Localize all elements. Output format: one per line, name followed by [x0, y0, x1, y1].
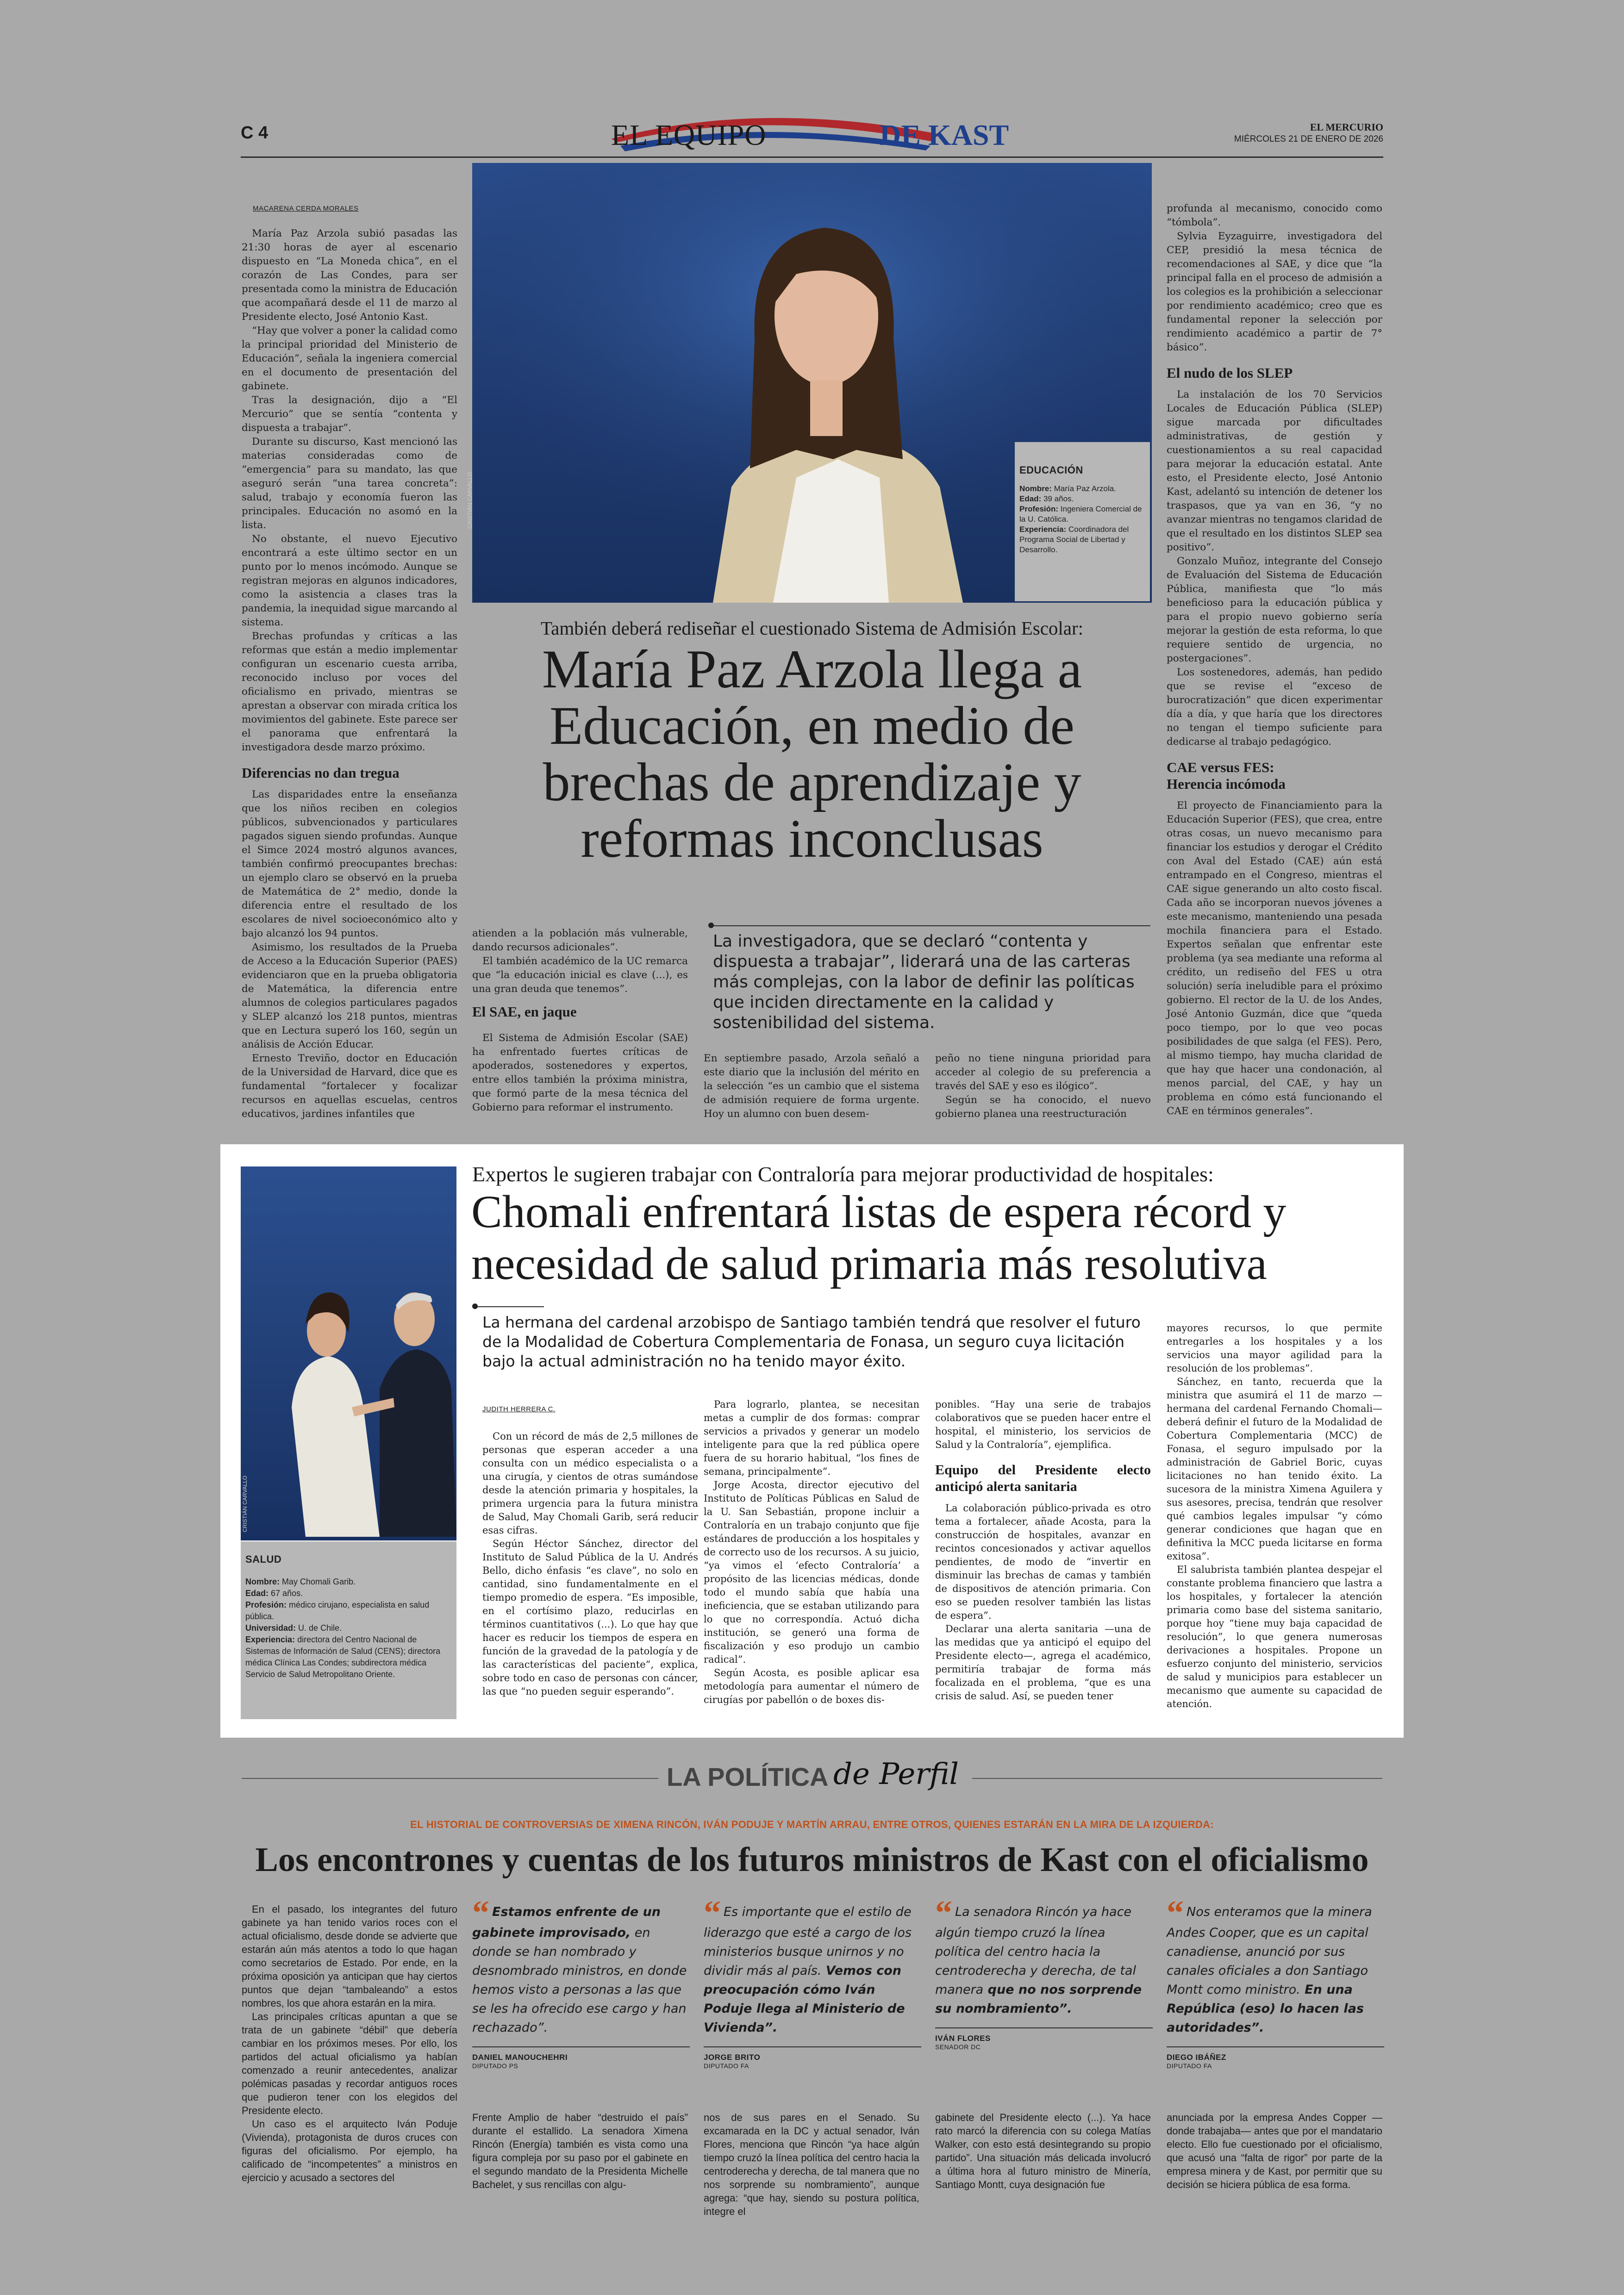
section-label-b: de Perfil	[833, 1757, 959, 1791]
quote-mark-icon: “	[1167, 1894, 1184, 1932]
paragraph: En el pasado, los integrantes del futuro gabinete ya han tenido varios roces con el actual oficialismo, desde donde se advierte que estarán aún más atentos a todo lo que hagan como secretarios de Estado. Por ende, en la próxima oposición ya anticipan que hay ciertos puntos que dejan “tambaleando” a estos nombres, los que ahora estarán en la mira.	[242, 1903, 457, 2009]
pull-quote	[935, 1894, 1153, 2018]
paragraph: Gonzalo Muñoz, integrante del Consejo de Evaluación del Sistema de Educación Pública, manifiesta que “lo más beneficioso para la educación pública y para el propio nuevo gobierno sería mejorar la gestión de esta reforma, lo que requiere sentido de urgencia, no postergaciones”.	[1167, 555, 1382, 664]
story1-column-3	[704, 1052, 919, 1121]
story2-column-1	[482, 1398, 698, 1698]
page-number: C 4	[241, 123, 269, 143]
story1-kicker: También deberá rediseñar el cuestionado Sistema de Admisión Escolar:	[540, 617, 1084, 639]
quote-rule	[1167, 2046, 1384, 2047]
paragraph: Asimismo, los resultados de la Prueba de Acceso a la Educación Superior (PAES) evidenciaron que en la prueba obligatoria de Matemática, la diferencia entre alumnos de colegios particulares pagados y SLEP alcanzó los 218 puntos, mientras que en Lectura superó los 160, según un análisis de Acción Educar.	[242, 942, 457, 1050]
paragraph: La colaboración público-privada es otro tema a fortalecer, añade Acosta, para la construcción de hospitales, avanzar en recintos concesionados y activar aquellos pendientes, de modo de “invertir en disminuir las brechas de camas y también de dispositivos de atención primaria. Con eso se pueden resolver también las listas de espera”.	[935, 1503, 1151, 1621]
photo-credit: CRISTIÁN CARVALLO	[242, 1475, 248, 1532]
header-rule	[241, 156, 1383, 158]
label: Nombre:	[1019, 484, 1052, 493]
paragraph: Brechas profundas y críticas a las reformas que están a medio implementar configuran un escenario cuesta arriba, reconocido incluso por voces del oficialismo en privado, mientras se aprestan a observar con mirada crítica los movimientos del gabinete. Este parece ser el panorama que enfrentará la investigadora desde marzo próximo.	[242, 630, 457, 753]
value: María Paz Arzola.	[1054, 484, 1116, 493]
pull-quote	[704, 1894, 921, 2037]
quote-rule	[935, 2027, 1153, 2028]
pull-quote	[1167, 1894, 1384, 2037]
quote-mark-icon: “	[472, 1894, 489, 1932]
paragraph: María Paz Arzola subió pasadas las 21:30 horas de ayer al escenario dispuesto en “La Moneda chica”, en el corazón de Las Condes, para ser presentada como la ministra de Educación que acompañará desde el 11 de marzo al Presidente electo, José Antonio Kast.	[242, 228, 457, 323]
story1-column-5	[1167, 202, 1382, 1118]
paragraph: Sylvia Eyzaguirre, investigadora del CEP, presidió la mesa técnica de recomendaciones al SAE, y dice que “la principal falla en el proceso de admisión a los colegios es la prohibición a seleccionar por rendimiento académico; creo que es fundamental reponer la selección por rendimiento académico a partir de 7° básico”.	[1167, 231, 1382, 353]
paragraph: Según Acosta, es posible aplicar esa metodología para aumentar el número de cirugías por pabellón o de boxes dis-	[704, 1667, 919, 1705]
section-rule-left	[242, 1778, 658, 1779]
label: Nombre:	[245, 1577, 280, 1586]
story3-intro-column	[242, 1902, 457, 2184]
quote-mark-icon: “	[935, 1894, 952, 1932]
quote-column-2	[704, 1894, 921, 2070]
deck-rule	[711, 925, 1150, 926]
section-label-a: LA POLÍTICA	[667, 1762, 829, 1791]
quote-author: JORGE BRITO	[704, 2053, 761, 2062]
value: Coordinadora del Programa Social de Libertad y Desarrollo.	[1019, 525, 1129, 554]
value: directora del Centro Nacional de Sistemas de Información de Salud (CENS); directora médica Clínica Las Condes; subdirectora médica Servicio de Salud Metropolitano Oriente.	[245, 1635, 441, 1679]
label: Experiencia:	[1019, 525, 1067, 534]
paragraph: profunda al mecanismo, conocido como “tómbola”.	[1167, 203, 1382, 228]
paragraph: gabinete del Presidente electo (...). Ya hace rato marcó la diferencia con su colega Matías Walker, con esto está desintegrando su propio partido”. Una situación más delicada involucró a última hora al futuro ministro de Minería, Santiago Montt, cuya designación fue	[935, 2112, 1151, 2190]
quote-role: DIPUTADO PS	[472, 2062, 518, 2070]
byline: JUDITH HERRERA C.	[482, 1405, 556, 1413]
paragraph: Declarar una alerta sanitaria —una de las medidas que ya anticipó el equipo del Presidente electo—, agrega el académico, permitiría trabajar de forma más focalizada en el problema, “que es una crisis de salud. Así, se pueden tener	[935, 1623, 1151, 1702]
deck-dot	[708, 923, 714, 928]
story1-factbox	[1015, 442, 1150, 601]
quote-rest: En una República (eso) lo hacen las autoridades”.	[1167, 1983, 1364, 2035]
story2-photo	[241, 1166, 456, 1540]
paragraph: No obstante, el nuevo Ejecutivo encontrará a este último sector en un punto por lo menos incómodo. Aunque se registran mejoras en algunos indicadores, como la asistencia a clases tras la pandemia, la inequidad sigue marcando al sistema.	[242, 533, 457, 628]
handshake-illustration	[241, 1166, 456, 1540]
paragraph: La instalación de los 70 Servicios Locales de Educación Pública (SLEP) sigue marcada por dificultades administrativas, de gestión y cuestionamientos a su real capacidad para mejorar la educación estatal. Ante esto, el Presidente electo, José Antonio Kast, adelantó su intención de detener los traspasos, que ya van en 36, “y no avanzar mientras no tengamos claridad de que el resultado en los distintos SLEP sea positivo”.	[1167, 389, 1382, 553]
paragraph: “Hay que volver a poner la calidad como la principal prioridad del Ministerio de Educación”, señala la ingeniera comercial en el documento de presentación del gabinete.	[242, 325, 457, 392]
paragraph: En septiembre pasado, Arzola señaló a este diario que la inclusión del mérito en la selección “es un cambio que el sistema de admisión requiere de forma urgente. Hoy un alumno con buen desem-	[704, 1053, 919, 1120]
factbox-title: EDUCACIÓN	[1019, 464, 1083, 476]
story2-column-2	[704, 1398, 919, 1707]
label: Universidad:	[245, 1623, 296, 1633]
paragraph: Según se ha conocido, el nuevo gobierno planea una reestructuración	[935, 1094, 1151, 1120]
story3-column-5	[1167, 2111, 1382, 2191]
quote-column-4	[1167, 1894, 1384, 2070]
issue-date: MIÉRCOLES 21 DE ENERO DE 2026	[1234, 134, 1383, 144]
deck-dot	[472, 1303, 478, 1309]
paragraph: Las principales críticas apuntan a que se trata de un gabinete “débil” que debería cambiar en los próximos meses. Por ello, los partidos del actual oficialismo ya habían comenzado a reunir antecedentes, analizar polémicas pasadas y recordar antiguos roces que pudieron tener con los elegidos del Presidente electo.	[242, 2011, 457, 2116]
story2-column-3	[935, 1398, 1151, 1703]
value: 39 años.	[1043, 494, 1074, 503]
paragraph: El Sistema de Admisión Escolar (SAE) ha enfrentado fuertes críticas de apoderados, sostenedores y expertos, entre ellos también la próxima ministra, que formó parte de la mesa técnica del Gobierno para reformar el instrumento.	[472, 1032, 688, 1113]
story1-column-1	[242, 227, 457, 1121]
value: Ingeniera Comercial de la U. Católica.	[1019, 505, 1142, 524]
paragraph: ponibles. “Hay una serie de trabajos colaborativos que se pueden hacer entre el hospital, el ministerio, los servicios de Salud y la Contraloría”, ejemplifica.	[935, 1399, 1151, 1450]
label: Experiencia:	[245, 1635, 295, 1644]
paragraph: Para lograrlo, plantea, se necesitan metas a cumplir de dos formas: comprar servicios a privados y generar un modelo inteligente para que la red pública opere fuera de su horario habitual, “los fines de semana, principalmente”.	[704, 1399, 919, 1477]
paragraph: nos de sus pares en el Senado. Su excamarada en la DC y actual senador, Iván Flores, menciona que Rincón “ya hace algún tiempo cruzó la línea política del centro hacia la centroderecha y derecha, de tal manera que no nos sorprende su nombramiento”, aunque agrega: “que hay, siendo su postura política, integre el	[704, 2112, 919, 2217]
quote-role: SENADOR DC	[935, 2043, 981, 2051]
quote-role: DIPUTADO FA	[704, 2062, 749, 2070]
story1-column-4	[935, 1052, 1151, 1121]
story3-column-3	[704, 2111, 919, 2218]
paragraph: Los sostenedores, además, han pedido que se revise el “exceso de burocratización” que dicen experimentar día a día, y que haría que los directores no tengan el tiempo suficiente para dedicarse al trabajo pedagógico.	[1167, 667, 1382, 748]
paragraph: El también académico de la UC remarca que “la educación inicial es clave (...), es una gran deuda que tenemos”.	[472, 955, 688, 995]
subheading-line: CAE versus FES:	[1167, 759, 1274, 775]
paragraph: Durante su discurso, Kast mencionó las materias consideradas como de “emergencia” para su mandato, las que aseguró serán “una tarea concreta”: salud, trabajo y economía fueron las principales. Educación no asomó en la lista.	[242, 436, 457, 531]
quote-column-3	[935, 1894, 1153, 2051]
value: May Chomali Garib.	[282, 1577, 356, 1586]
section-rule-right	[972, 1778, 1382, 1779]
label: Edad:	[1019, 494, 1042, 503]
paragraph: El proyecto de Financiamiento para la Educación Superior (FES), que crea, entre otras cosas, un nuevo mecanismo para financiar los estudios y derogar el Crédito con Aval del Estado (CAE) aún está entrampado en el Congreso, mientras el CAE sigue generando un alto costo fiscal. Cada año se incorporan nuevos jóvenes a este mecanismo, manteniendo una pesada mochila financiera para el Estado. Expertos señalan que enfrentar este problema (ya sea mediante una reforma al crédito, un rediseño del FES u otra solución) sería ineludible para el próximo gobierno. El rector de la U. de los Andes, José Antonio Guzmán, dice que “queda poco tiempo, por lo que veo pocas posibilidades de que salga (el FES). Pero, al mismo tiempo, hay mucha claridad de que hay que hacer una condonación, al menos parcial, del CAE, y hay un problema en cómo está funcionando el CAE en términos generales”.	[1167, 800, 1382, 1117]
story2-deck: La hermana del cardenal arzobispo de Santiago también tendrá que resolver el futuro de la Modalidad de Cobertura Complementaria de Fonasa, un seguro cuya licitación bajo la actual administración no ha tenido mayor éxito.	[482, 1313, 1141, 1370]
paragraph: Sánchez, en tanto, recuerda que la ministra que asumirá el 11 de marzo —hermana del cardenal Fernando Chomali— deberá definir el futuro de la Modalidad de Cobertura Complementaria (MCC) de Fonasa, el seguro impulsado por la administración de Gabriel Boric, cuyas licitaciones no han tenido éxito. La sucesora de la ministra Ximena Aguilera y sus asesores, precisa, tendrán que resolver qué cambios legales impulsar “y cómo generar condiciones que hagan que en definitiva la MCC pueda licitarse en forma exitosa”.	[1167, 1376, 1382, 1562]
paragraph: Según Héctor Sánchez, director del Instituto de Salud Pública de la U. Andrés Bello, dicho énfasis “es clave”, no solo en cantidad, sino fundamentalmente en el tiempo promedio de espera. “Es imposible, en el cortísimo plazo, reducirlas en términos cuantitativos (...). Lo que hay que hacer es reducir los tiempos de espera en función de la gravedad de la patología y de las características del paciente”, explica, sobre todo en caso de personas con cáncer, las que “no pueden seguir esperando”.	[482, 1538, 698, 1697]
paragraph: peño no tiene ninguna prioridad para acceder al colegio de su preferencia a través del SAE y eso es ilógico”.	[935, 1053, 1151, 1092]
story1-deck: La investigadora, que se declaró “contenta y dispuesta a trabajar”, liderará una de las carteras más complejas, con la labor de definir las políticas que inciden directamente en la calidad y sostenibilidad del sistema.	[713, 932, 1135, 1032]
quote-column-1	[472, 1894, 690, 2070]
value: 67 años.	[271, 1589, 303, 1598]
subheading: Diferencias no dan tregua	[242, 765, 400, 781]
quote-rest: en donde se han nombrado y desnombrado ministros, en donde hemos visto a personas a las que se les ha ofrecido ese cargo y han rechazado”.	[472, 1926, 687, 2035]
quote-lead: La senadora Rincón ya hace algún tiempo cruzó la línea política del centro hacia la centroderecha y derecha, de tal manera	[935, 1905, 1136, 1997]
subheading	[1167, 759, 1382, 792]
quote-rule	[472, 2046, 690, 2047]
pull-quote	[472, 1894, 690, 2037]
paragraph: Frente Amplio de haber “destruido el país” durante el estallido. La senadora Ximena Rincón (Energía) también es vista como una figura compleja por su paso por el gabinete en el segundo mandato de la Presidenta Michelle Bachelet, y sus rencillas con algu-	[472, 2112, 688, 2190]
paragraph: Tras la designación, dijo a “El Mercurio” que se sentía “contenta y dispuesta a trabajar”.	[242, 394, 457, 434]
paragraph: mayores recursos, lo que permite entregarles a los hospitales y a los servicios una mayor agilidad para la resolución de los problemas”.	[1167, 1322, 1382, 1374]
quote-lead: Es importante que el estilo de liderazgo que esté a cargo de los ministerios busque unirnos y no dividir más al país.	[704, 1905, 912, 1978]
section-title-a: EL EQUIPO	[611, 118, 767, 151]
story2-factbox	[241, 1541, 456, 1719]
quote-author: DANIEL MANOUCHEHRI	[472, 2053, 568, 2062]
newspaper-name: EL MERCURIO	[1310, 121, 1383, 133]
quote-rest: que no nos sorprende su nombramiento”.	[935, 1983, 1142, 2016]
quote-role: DIPUTADO FA	[1167, 2062, 1212, 2070]
label: Edad:	[245, 1589, 269, 1598]
story1-headline: María Paz Arzola llega a Educación, en medio de brechas de aprendizaje y reformas inconclusas	[542, 639, 1082, 869]
paragraph: Con un récord de más de 2,5 millones de personas que esperan acceder a una consulta con un médico especialista o a una cirugía, y cientos de otras sumándose desde la atención primaria y hospitales, la primera urgencia para la futura ministra de Salud, May Chomali Garib, será reducir esas cifras.	[482, 1431, 698, 1536]
quote-author: DIEGO IBÁÑEZ	[1167, 2053, 1226, 2062]
story2-kicker: Expertos le sugieren trabajar con Contraloría para mejorar productividad de hospitales:	[472, 1162, 1214, 1186]
value: médico cirujano, especialista en salud pública.	[245, 1600, 430, 1621]
paragraph: anunciada por la empresa Andes Copper —donde trabajaba— antes que por el mandatario electo. Ello fue cuestionado por el oficialismo, que acusó una “falta de rigor” por parte de la empresa minera y de Kast, por permitir que su decisión se hiciera pública de esa forma.	[1167, 2112, 1382, 2190]
story3-column-4	[935, 2111, 1151, 2191]
quote-lead: Estamos enfrente de un gabinete improvisado,	[472, 1905, 661, 1940]
subheading: El SAE, en jaque	[472, 1004, 577, 1020]
quote-author: IVÁN FLORES	[935, 2034, 991, 2043]
story1-column-2	[472, 927, 688, 1115]
quote-rest: Vemos con preocupación cómo Iván Poduje llega al Ministerio de Vivienda”.	[704, 1964, 905, 2035]
label: Profesión:	[1019, 505, 1059, 513]
paragraph: El salubrista también plantea despejar el constante problema financiero que lastra a los hospitales, y fortalecer la atención primaria como base del sistema sanitario, porque hoy “tiene muy baja capacidad de resolución”, lo que genera numerosas derivaciones a hospitales. Propone un esfuerzo conjunto del ministerio, servicios de salud y municipios para establecer un mecanismo que aumente su capacidad de atención.	[1167, 1564, 1382, 1709]
section-title-b: DE KAST	[880, 118, 1009, 151]
factbox-title: SALUD	[245, 1553, 282, 1565]
story3-column-2	[472, 2111, 688, 2191]
paragraph: atienden a la población más vulnerable, dando recursos adicionales”.	[472, 928, 688, 953]
paragraph: Un caso es el arquitecto Iván Poduje (Vivienda), protagonista de duros cruces con figuras del oficialismo. Por ejemplo, ha calificado de “incompetentes” a ministros en ejercicio y acusado a sectores del	[242, 2118, 457, 2183]
paragraph: Jorge Acosta, director ejecutivo del Instituto de Políticas Públicas en Salud de la U. San Sebastián, propone incluir a Contraloría en un trabajo conjunto que fije estándares de producción a los hospitales y de correcto uso de los recursos. A su juicio, “ya vimos el ‘efecto Contraloría’ a propósito de las licencias médicas, donde todo el mundo sabía que había una ineficiencia, que se estaban utilizando para lo que no correspondía. Actuó dicha institución, se generó una forma de fiscalización y eso produjo un cambio radical”.	[704, 1479, 919, 1665]
label: Profesión:	[245, 1600, 287, 1609]
deck-rule	[475, 1306, 544, 1307]
quote-rule	[704, 2046, 921, 2047]
paragraph: Las disparidades entre la enseñanza que los niños reciben en colegios públicos, subvencionados y particulares pagados siguen siendo profundas. Aunque el Simce 2024 mostró algunos avances, también confirmó preocupantes brechas: un ejemplo claro se observó en la prueba de Matemática de 2° medio, donde la diferencia entre el resultado de los escolares de nivel socioeconómico alto y bajo alcanzó los 94 puntos.	[242, 789, 457, 939]
quote-lead: Nos enteramos que la minera Andes Cooper, que es un capital canadiense, anunció por sus canales oficiales a don Santiago Montt como ministro.	[1167, 1905, 1372, 1997]
story3-kicker: EL HISTORIAL DE CONTROVERSIAS DE XIMENA RINCÓN, IVÁN PODUJE Y MARTÍN ARRAU, ENTRE OTROS, QUIENES ESTARÁN EN LA MIRA DE LA IZQUIERDA:	[410, 1819, 1214, 1830]
story2-column-4	[1167, 1322, 1382, 1711]
story3-headline: Los encontrones y cuentas de los futuros ministros de Kast con el oficialismo	[255, 1841, 1369, 1879]
story2-headline: Chomali enfrentará listas de espera récord y necesidad de salud primaria más resolutiva	[471, 1186, 1287, 1289]
story1-byline: MACARENA CERDA MORALES	[253, 205, 359, 212]
paragraph: Ernesto Treviño, doctor en Educación de la Universidad de Harvard, dice que es fundamental “fortalecer y focalizar recursos en aquellas escuelas, centros educativos, jardines infantiles que	[242, 1053, 457, 1120]
quote-mark-icon: “	[704, 1894, 721, 1932]
subheading-line: Herencia incómoda	[1167, 776, 1286, 792]
photo-credit: CRISTIÁN CARVALLO	[467, 472, 473, 529]
subheading: Equipo del Presidente electo anticipó alerta sanitaria	[935, 1462, 1151, 1494]
subheading: El nudo de los SLEP	[1167, 365, 1293, 381]
value: U. de Chile.	[298, 1623, 342, 1633]
